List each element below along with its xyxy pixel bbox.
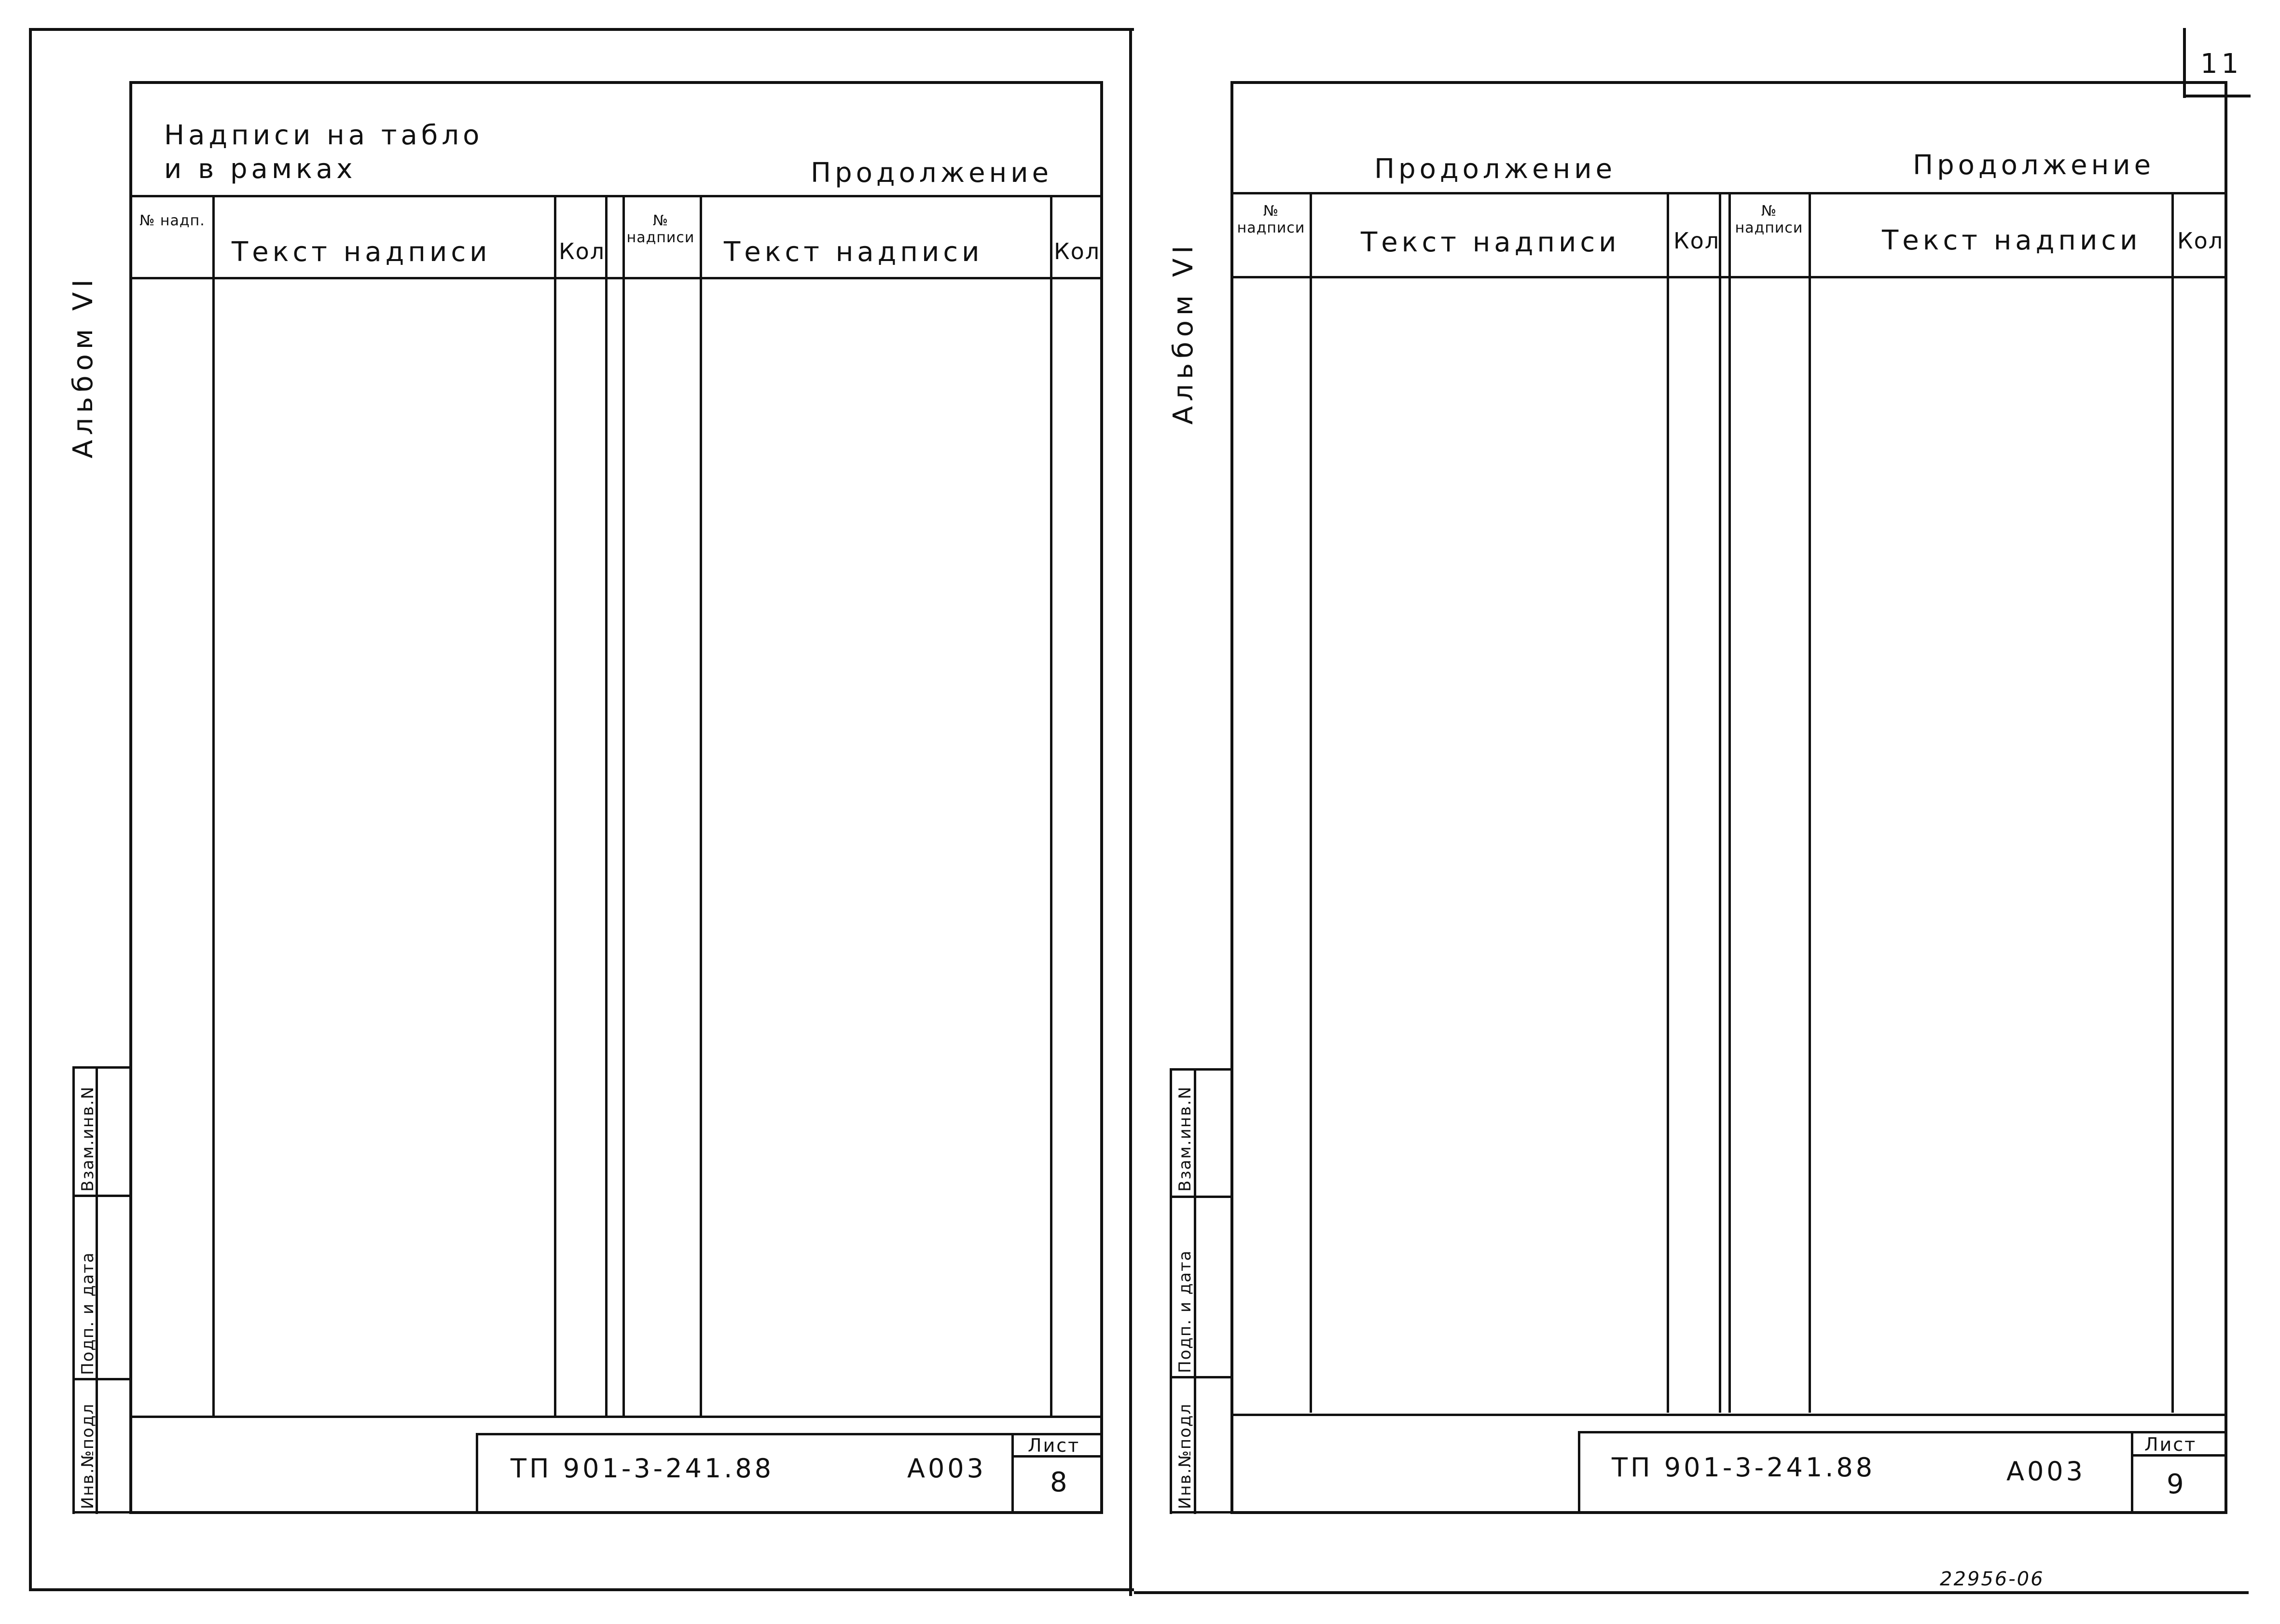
left-sheet-no: 8	[1050, 1467, 1071, 1498]
left-col-qty: Кол	[559, 238, 606, 264]
left-col-num-b: № надписи	[626, 212, 695, 246]
album-label-left: Альбом VI	[68, 275, 99, 458]
left-col-text-b: Текст надписи	[724, 236, 983, 268]
left-title-1: Надписи на табло	[164, 120, 484, 151]
left-doc-code: ТП 901-3-241.88	[511, 1453, 774, 1484]
left-title-2: и в рамках	[164, 153, 357, 185]
right-col-text-b: Текст надписи	[1882, 225, 2142, 256]
left-col-qty-b: Кол	[1054, 238, 1101, 264]
right-col-num-b: № надписи	[1735, 203, 1803, 236]
left-doc-sub: А003	[907, 1453, 987, 1484]
left-sheet-label: Лист	[1028, 1435, 1080, 1456]
left-continuation: Продолжение	[811, 157, 1053, 189]
left-stamp-podp: Подп. и дата	[78, 1252, 97, 1375]
right-continuation: Продолжение	[1374, 153, 1617, 185]
right-sheet-no: 9	[2167, 1469, 2188, 1500]
right-sheet-label: Лист	[2144, 1434, 2197, 1455]
right-col-qty: Кол	[1673, 228, 1720, 254]
album-label-right: Альбом VI	[1168, 241, 1199, 425]
footer-code: 22956-06	[1940, 1568, 2045, 1590]
right-continuation-b: Продолжение	[1913, 150, 2155, 181]
right-doc-sub: А003	[2006, 1456, 2086, 1486]
right-col-text: Текст надписи	[1361, 227, 1620, 258]
left-stamp-vzam: Взам.инв.N	[78, 1086, 97, 1192]
right-col-num: № надписи	[1237, 203, 1305, 236]
left-stamp-inv: Инв.№подл	[78, 1403, 97, 1509]
right-doc-code: ТП 901-3-241.88	[1612, 1452, 1876, 1483]
right-stamp-inv: Инв.№подл	[1175, 1403, 1195, 1509]
right-col-qty-b: Кол	[2177, 228, 2224, 254]
right-stamp-vzam: Взам.инв.N	[1175, 1086, 1195, 1192]
left-col-text: Текст надписи	[232, 236, 491, 268]
right-stamp-podp: Подп. и дата	[1175, 1250, 1195, 1373]
page-number: 11	[2200, 48, 2243, 80]
left-col-num: № надп.	[139, 212, 205, 229]
